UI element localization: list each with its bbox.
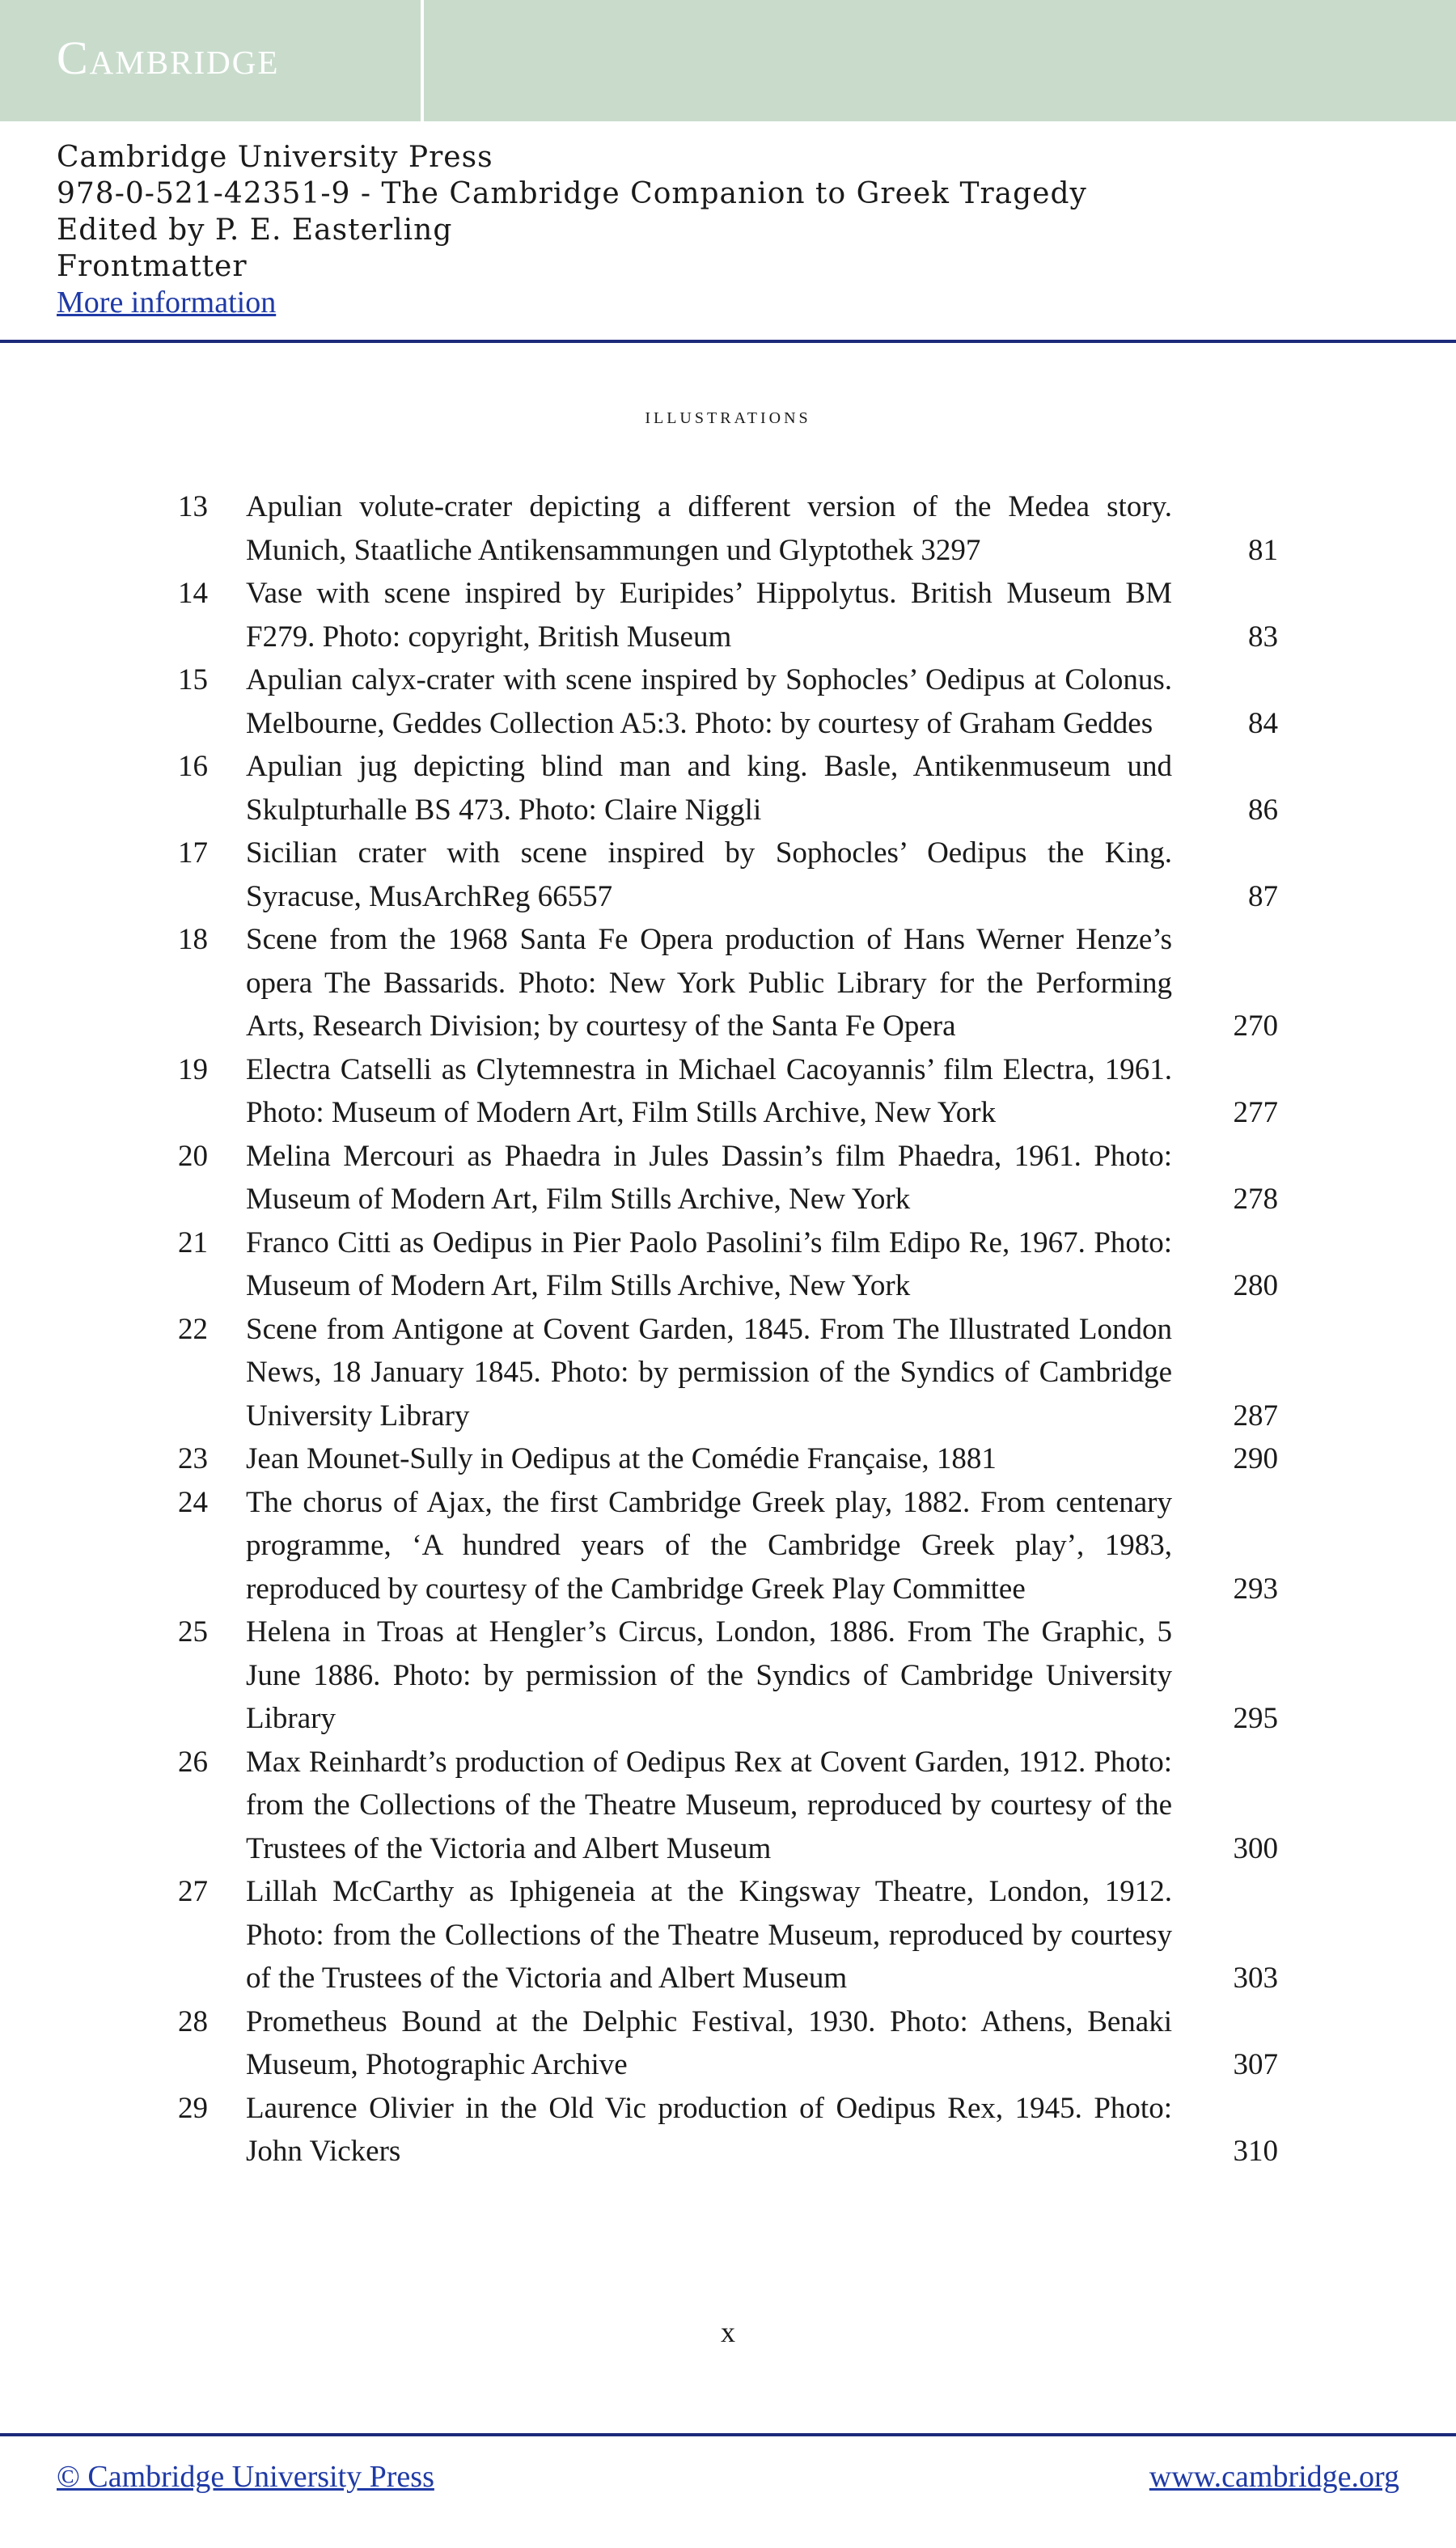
list-item <box>178 1308 1278 1438</box>
illustration-caption: Scene from the 1968 Santa Fe Opera production of Hans Werner Henze’s opera The Bassarids. Photo: New York Public Library for the Performing Arts, Research Division; by courtesy of the Santa Fe Opera <box>246 923 1172 1043</box>
illustration-page: 303 <box>1233 1962 1278 1995</box>
list-item <box>178 2087 1278 2173</box>
illustration-page: 280 <box>1233 1269 1278 1302</box>
illustration-number: 24 <box>178 1485 208 1519</box>
list-item <box>178 485 1278 572</box>
illustration-number: 29 <box>178 2091 208 2125</box>
page-number: x <box>721 2316 735 2348</box>
illustration-page: 277 <box>1233 1096 1278 1129</box>
illustration-caption: Sicilian crater with scene inspired by Sophocles’ Oedipus the King. Syracuse, MusArchReg 66557 <box>246 836 1172 913</box>
illustration-page: 300 <box>1233 1831 1278 1865</box>
list-item <box>178 1870 1278 2000</box>
page-footer <box>0 2435 1456 2548</box>
illustration-page: 270 <box>1233 1009 1278 1043</box>
illustration-number: 16 <box>178 750 208 783</box>
banner-divider <box>421 0 424 121</box>
illustration-number: 22 <box>178 1312 208 1346</box>
isbn-title-line: 978-0-521-42351-9 - The Cambridge Companion to Greek Tragedy <box>57 177 1087 210</box>
more-information-link[interactable]: More information <box>57 286 277 320</box>
illustration-caption: Melina Mercouri as Phaedra in Jules Dassin’s film Phaedra, 1961. Photo: Museum of Modern Art, Film Stills Archive, New York <box>246 1139 1172 1216</box>
illustration-caption: The chorus of Ajax, the first Cambridge Greek play, 1882. From centenary programme, ‘A hundred years of the Cambridge Greek play’, 1983, reproduced by courtesy of the Cambridge Greek Play Committee <box>246 1485 1172 1606</box>
list-item <box>178 745 1278 832</box>
illustrations-heading: illustrations <box>645 403 811 429</box>
illustration-page: 295 <box>1233 1702 1278 1735</box>
website-link[interactable]: www.cambridge.org <box>1149 2460 1399 2494</box>
publisher-line: Cambridge University Press <box>57 141 493 174</box>
illustration-caption: Scene from Antigone at Covent Garden, 1845. From The Illustrated London News, 18 January 1845. Photo: by permission of the Syndics of Cambridge University Library <box>246 1312 1172 1433</box>
illustration-page: 310 <box>1233 2135 1278 2168</box>
list-item <box>178 832 1278 918</box>
list-item <box>178 572 1278 658</box>
editor-line: Edited by P. E. Easterling <box>57 214 453 247</box>
list-item <box>178 918 1278 1048</box>
illustration-number: 13 <box>178 490 208 523</box>
list-item <box>178 1741 1278 1871</box>
illustration-number: 15 <box>178 663 208 696</box>
illustration-number: 18 <box>178 923 208 956</box>
list-item <box>178 658 1278 745</box>
book-metadata <box>57 139 1087 321</box>
section-line: Frontmatter <box>57 250 248 283</box>
illustration-caption: Vase with scene inspired by Euripides’ Hippolytus. British Museum BM F279. Photo: copyright, British Museum <box>246 577 1172 654</box>
illustration-page: 86 <box>1248 793 1278 827</box>
illustration-page: 278 <box>1233 1183 1278 1216</box>
list-item <box>178 1135 1278 1221</box>
copyright-link[interactable]: © Cambridge University Press <box>57 2460 434 2494</box>
illustration-page: 81 <box>1248 533 1278 567</box>
illustration-number: 27 <box>178 1875 208 1908</box>
illustration-number: 23 <box>178 1442 208 1475</box>
list-item <box>178 1481 1278 1611</box>
illustrations-list <box>178 485 1278 2173</box>
illustration-page: 87 <box>1248 879 1278 913</box>
illustration-number: 19 <box>178 1052 208 1086</box>
cambridge-wordmark: Cambridge <box>57 32 280 84</box>
illustration-page: 83 <box>1248 620 1278 654</box>
list-item <box>178 1221 1278 1308</box>
cambridge-banner <box>0 0 1456 121</box>
illustration-caption: Apulian volute-crater depicting a different version of the Medea story. Munich, Staatliche Antikensammungen und Glyptothek 3297 <box>246 490 1172 567</box>
header-rule <box>0 340 1456 343</box>
illustration-caption: Jean Mounet-Sully in Oedipus at the Comédie Française, 1881 <box>246 1442 997 1475</box>
illustration-page: 293 <box>1233 1572 1278 1606</box>
illustration-number: 21 <box>178 1225 208 1259</box>
list-item <box>178 1437 1278 1481</box>
illustration-caption: Apulian jug depicting blind man and king. Basle, Antikenmuseum und Skulpturhalle BS 473. Photo: Claire Niggli <box>246 750 1172 827</box>
illustration-page: 84 <box>1248 706 1278 740</box>
illustration-caption: Prometheus Bound at the Delphic Festival, 1930. Photo: Athens, Benaki Museum, Photographic Archive <box>246 2004 1172 2081</box>
illustration-caption: Lillah McCarthy as Iphigeneia at the Kingsway Theatre, London, 1912. Photo: from the Collections of the Theatre Museum, reproduced by courtesy of the Trustees of the Victoria and Albert Museum <box>246 1875 1172 1995</box>
illustration-caption: Franco Citti as Oedipus in Pier Paolo Pasolini’s film Edipo Re, 1967. Photo: Museum of Modern Art, Film Stills Archive, New York <box>246 1225 1172 1302</box>
illustration-caption: Helena in Troas at Hengler’s Circus, London, 1886. From The Graphic, 5 June 1886. Photo: by permission of the Syndics of Cambridge University Library <box>246 1615 1172 1735</box>
illustration-number: 28 <box>178 2004 208 2038</box>
list-item <box>178 1610 1278 1741</box>
illustration-caption: Max Reinhardt’s production of Oedipus Rex at Covent Garden, 1912. Photo: from the Collections of the Theatre Museum, reproduced by courtesy of the Trustees of the Victoria and Albert Museum <box>246 1745 1172 1865</box>
illustration-caption: Electra Catselli as Clytemnestra in Michael Cacoyannis’ film Electra, 1961. Photo: Museum of Modern Art, Film Stills Archive, New York <box>246 1052 1172 1129</box>
list-item <box>178 2000 1278 2087</box>
list-item <box>178 1048 1278 1135</box>
illustration-number: 26 <box>178 1745 208 1779</box>
illustration-number: 14 <box>178 577 208 610</box>
illustration-page: 290 <box>1233 1442 1278 1475</box>
illustration-caption: Laurence Olivier in the Old Vic production of Oedipus Rex, 1945. Photo: John Vickers <box>246 2091 1172 2168</box>
illustration-page: 287 <box>1233 1399 1278 1433</box>
illustration-number: 17 <box>178 836 208 870</box>
illustration-number: 20 <box>178 1139 208 1173</box>
illustration-page: 307 <box>1233 2048 1278 2081</box>
illustration-number: 25 <box>178 1615 208 1649</box>
illustration-caption: Apulian calyx-crater with scene inspired by Sophocles’ Oedipus at Colonus. Melbourne, Geddes Collection A5:3. Photo: by courtesy of Graham Geddes <box>246 663 1172 740</box>
